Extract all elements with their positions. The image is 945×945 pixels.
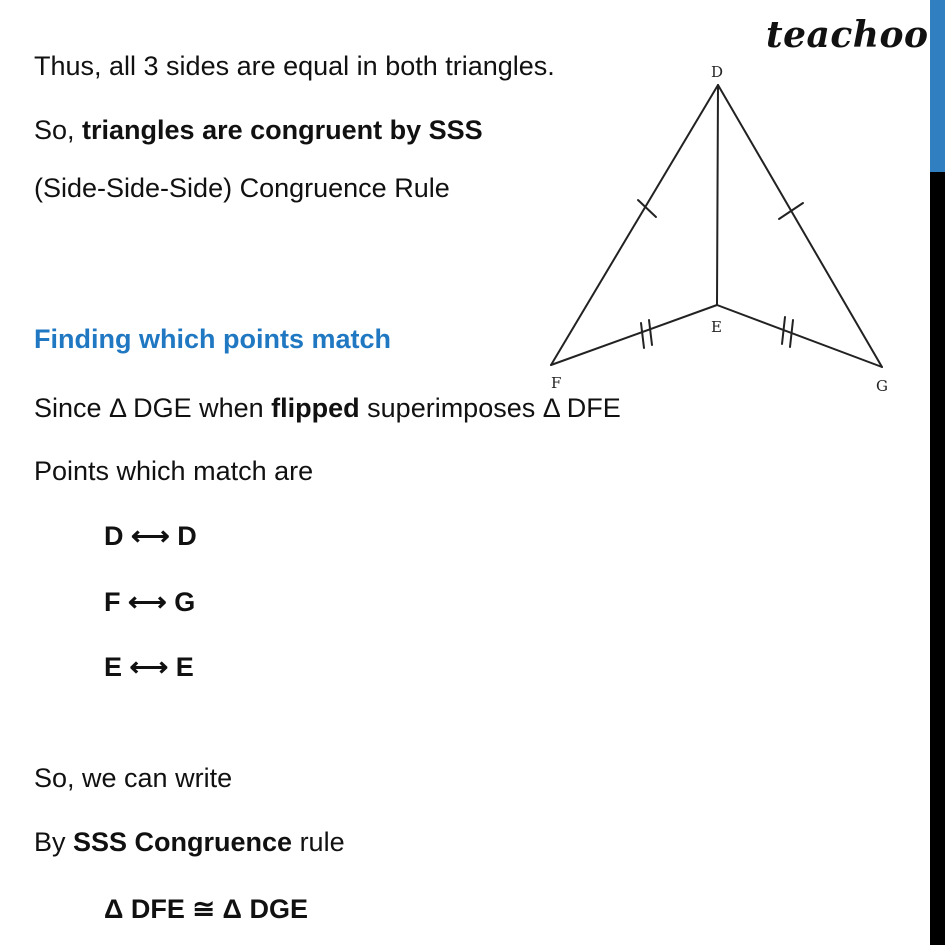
text-line-8-prefix: By	[34, 827, 74, 857]
label-f: F	[551, 374, 562, 392]
segment-df	[551, 85, 718, 365]
label-d: D	[711, 63, 724, 81]
congruence-statement: Δ DFE ≅ Δ DGE	[104, 894, 308, 924]
text-line-1: Thus, all 3 sides are equal in both triangles.	[34, 51, 555, 81]
text-line-5-suffix: superimposes Δ DFE	[359, 393, 621, 423]
text-line-8-bold: SSS Congruence	[73, 827, 293, 857]
right-rail-accent	[930, 0, 945, 172]
text-line-5	[34, 392, 621, 424]
text-line-2-bold: triangles are congruent by SSS	[82, 115, 483, 145]
segment-de	[717, 85, 718, 305]
double-tick-fe-2	[649, 320, 652, 345]
segment-dg	[718, 85, 882, 367]
match-d-d: D ⟷ D	[104, 521, 197, 551]
text-line-6: Points which match are	[34, 456, 314, 486]
text-line-2-prefix: So,	[34, 115, 83, 145]
text-line-7: So, we can write	[34, 763, 233, 793]
section-heading: Finding which points match	[34, 324, 391, 354]
teachoo-logo: teachoo	[766, 14, 929, 56]
text-line-8-suffix: rule	[292, 827, 345, 857]
text-line-3: (Side-Side-Side) Congruence Rule	[34, 173, 450, 203]
right-rail	[930, 0, 945, 945]
double-tick-fe-1	[641, 323, 644, 348]
tick-dg	[779, 203, 803, 219]
text-line-5-bold: flipped	[271, 393, 360, 423]
match-e-e: E ⟷ E	[104, 652, 194, 682]
text-line-8	[34, 826, 345, 858]
segment-fe	[551, 305, 717, 365]
segment-eg	[717, 305, 882, 367]
match-f-g: F ⟷ G	[104, 587, 196, 617]
triangle-diagram	[540, 55, 900, 405]
text-line-5-prefix: Since Δ DGE when	[34, 393, 272, 423]
text-line-2	[34, 114, 483, 146]
label-e: E	[711, 318, 722, 336]
label-g: G	[876, 377, 888, 395]
